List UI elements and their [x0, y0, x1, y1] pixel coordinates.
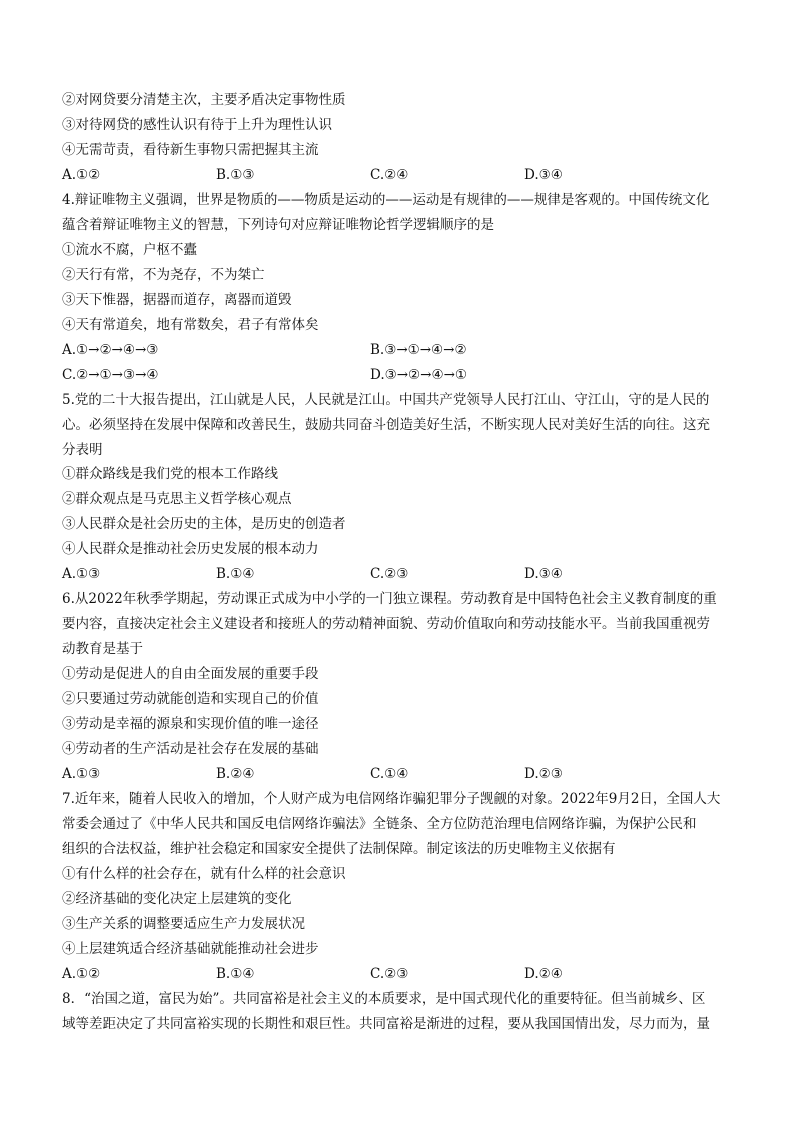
q4-choice-b: B.③→①→④→② — [370, 342, 467, 358]
q5-choices — [62, 564, 742, 584]
q6-choice-d: D.②③ — [524, 766, 563, 782]
q3-choice-d: D.③④ — [524, 167, 563, 183]
q5-stem-2: 心。必须坚持在发展中保障和改善民生，鼓励共同奋斗创造美好生活，不断实现人民对美好生活的向往。这充 — [62, 417, 710, 433]
q5-choice-a: A.①③ — [62, 566, 101, 582]
q3-item-4: ④无需苛责，看待新生事物只需把握其主流 — [62, 142, 319, 158]
q7-stem-3: 组织的合法权益，维护社会稳定和国家安全提供了法制保障。制定该法的历史唯物主义依据有 — [62, 841, 616, 857]
q6-choice-c: C.①④ — [370, 766, 409, 782]
q3-choice-a: A.①② — [62, 167, 101, 183]
q5-choice-c: C.②③ — [370, 566, 409, 582]
q4-item-1: ①流水不腐，户枢不蠹 — [62, 242, 197, 258]
q4-item-2: ②天行有常，不为尧存，不为桀亡 — [62, 267, 265, 283]
q7-item-4: ④上层建筑适合经济基础就能推动社会进步 — [62, 941, 319, 957]
q7-choice-c: C.②③ — [370, 966, 409, 982]
q4-choice-c: C.②→①→③→④ — [62, 367, 159, 383]
q4-stem-2: 蕴含着辩证唯物主义的智慧，下列诗句对应辩证唯物论哲学逻辑顺序的是 — [62, 217, 494, 233]
q4-stem-1: 4.辩证唯物主义强调，世界是物质的——物质是运动的——运动是有规律的——规律是客观的。中国传统文化 — [62, 192, 710, 208]
q7-item-1: ①有什么样的社会存在，就有什么样的社会意识 — [62, 866, 346, 882]
q4-choices-row-1 — [62, 340, 742, 360]
q3-choices — [62, 165, 742, 185]
q3-choice-c: C.②④ — [370, 167, 409, 183]
q5-stem-3: 分表明 — [62, 442, 103, 458]
q7-stem-1: 7.近年来，随着人民收入的增加，个人财产成为电信网络诈骗犯罪分子觊觎的对象。2022年9月2日，全国人大 — [62, 791, 721, 807]
q6-choice-a: A.①③ — [62, 766, 101, 782]
q5-item-1: ①群众路线是我们党的根本工作路线 — [62, 466, 278, 482]
q3-item-2: ②对网贷要分清楚主次，主要矛盾决定事物性质 — [62, 92, 346, 108]
q5-item-4: ④人民群众是推动社会历史发展的根本动力 — [62, 541, 319, 557]
q6-choice-b: B.②④ — [216, 766, 255, 782]
q6-choices — [62, 764, 742, 784]
q7-choice-d: D.②④ — [524, 966, 563, 982]
q4-choice-d: D.③→②→④→① — [370, 367, 467, 383]
q8-stem-2: 域等差距决定了共同富裕实现的长期性和艰巨性。共同富裕是渐进的过程，要从我国国情出发，尽力而为，量 — [62, 1016, 710, 1032]
q4-choice-a: A.①→②→④→③ — [62, 342, 159, 358]
q7-item-2: ②经济基础的变化决定上层建筑的变化 — [62, 891, 292, 907]
q6-stem-1: 6.从2022年秋季学期起，劳动课正式成为中小学的一门独立课程。劳动教育是中国特色社会主义教育制度的重 — [62, 591, 717, 607]
q6-item-3: ③劳动是幸福的源泉和实现价值的唯一途径 — [62, 716, 319, 732]
q5-stem-1: 5.党的二十大报告提出，江山就是人民，人民就是江山。中国共产党领导人民打江山、守江山，守的是人民的 — [62, 392, 710, 408]
q3-choice-b: B.①③ — [216, 167, 255, 183]
q6-stem-3: 动教育是基于 — [62, 641, 143, 657]
q7-stem-2: 常委会通过了《中华人民共和国反电信网络诈骗法》全链条、全方位防范治理电信网络诈骗，为保护公民和 — [62, 816, 697, 832]
q5-item-2: ②群众观点是马克思主义哲学核心观点 — [62, 491, 292, 507]
q4-item-4: ④天有常道矣，地有常数矣，君子有常体矣 — [62, 317, 319, 333]
q7-choices — [62, 964, 742, 984]
q7-choice-a: A.①② — [62, 966, 101, 982]
q8-stem-1: 8．“治国之道，富民为始”。共同富裕是社会主义的本质要求，是中国式现代化的重要特征。但当前城乡、区 — [62, 991, 706, 1007]
q6-item-4: ④劳动者的生产活动是社会存在发展的基础 — [62, 741, 319, 757]
q5-choice-d: D.③④ — [524, 566, 563, 582]
q6-item-2: ②只要通过劳动就能创造和实现自己的价值 — [62, 691, 319, 707]
q5-choice-b: B.①④ — [216, 566, 255, 582]
q5-item-3: ③人民群众是社会历史的主体，是历史的创造者 — [62, 516, 346, 532]
q3-item-3: ③对待网贷的感性认识有待于上升为理性认识 — [62, 117, 332, 133]
q6-item-1: ①劳动是促进人的自由全面发展的重要手段 — [62, 666, 319, 682]
q6-stem-2: 要内容，直接决定社会主义建设者和接班人的劳动精神面貌、劳动价值取向和劳动技能水平。当前我国重视劳 — [62, 616, 710, 632]
q4-choices-row-2 — [62, 365, 742, 385]
q7-item-3: ③生产关系的调整要适应生产力发展状况 — [62, 916, 305, 932]
q4-item-3: ③天下惟器，据器而道存，离器而道毁 — [62, 292, 292, 308]
q7-choice-b: B.①④ — [216, 966, 255, 982]
